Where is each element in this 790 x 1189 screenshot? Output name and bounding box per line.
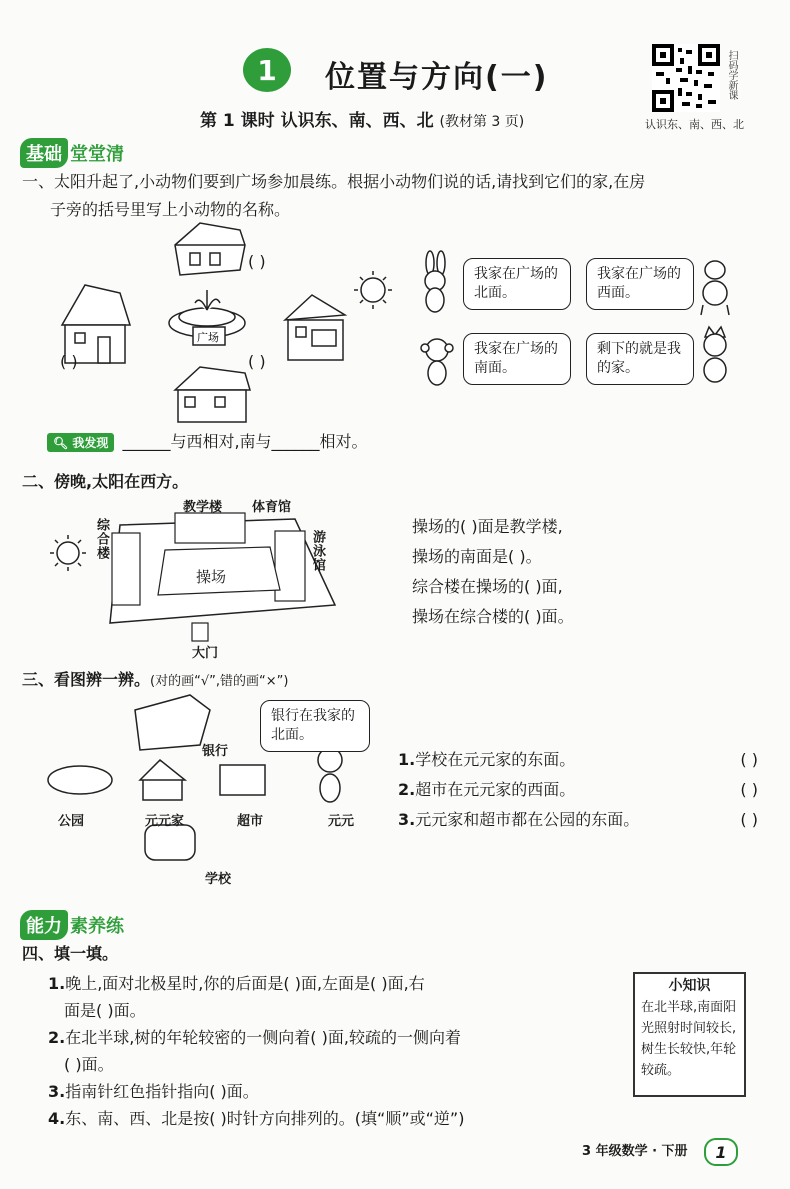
lesson-subtitle	[200, 106, 524, 131]
q3-item-2	[398, 775, 758, 805]
q4-item-4-num: 4.	[48, 1109, 66, 1128]
q3-item-3	[398, 805, 758, 835]
finder-text[interactable]: ______与西相对,南与______相对。	[122, 432, 368, 451]
sun-icon	[354, 271, 392, 309]
q3-item-3-text: 元元家和超市都在公园的东面。	[415, 810, 640, 829]
question-4-title: 四、填一填。	[22, 944, 119, 963]
section-pill-rest: 堂堂清	[70, 144, 124, 165]
q4-item-3-num: 3.	[48, 1082, 66, 1101]
school-label: 学校	[205, 872, 232, 887]
finder-row	[47, 428, 368, 456]
section-pill: 基础	[20, 138, 68, 168]
q3-hint: (对的画“√”,错的画“×”)	[150, 674, 289, 689]
q4-item-4-line1: 东、南、西、北是按( )时针方向排列的。(填“顺”或“逆”)	[65, 1109, 465, 1128]
school-icon	[145, 825, 195, 860]
tip-text: 在北半球,南面阳光照射时间较长,树生长较快,年轮较疏。	[641, 1000, 737, 1078]
q1-line2: 子旁的括号里写上小动物的名称。	[50, 200, 291, 219]
girl-label: 元元	[328, 814, 355, 829]
q4-item-3[interactable]	[48, 1078, 623, 1105]
north-house-answer[interactable]: ( )	[248, 252, 266, 271]
question-2-lines	[412, 512, 574, 632]
rabbit-icon	[425, 251, 445, 312]
q4-item-1-line1: 晚上,面对北极星时,你的后面是( )面,左面是( )面,右	[65, 974, 425, 993]
q3-item-1	[398, 745, 758, 775]
question-4-items	[48, 970, 623, 1132]
park-label: 公园	[58, 814, 85, 829]
dog-speech-bubble: 我家在广场的西面。	[586, 258, 694, 310]
field-label: 操场	[196, 568, 227, 586]
q3-item-2-num: 2.	[398, 780, 416, 799]
section-ability-header	[20, 910, 124, 940]
home-label: 元元家	[145, 814, 185, 829]
q2-line-4[interactable]: 操场在综合楼的( )面。	[412, 607, 574, 626]
q3-item-3-num: 3.	[398, 810, 416, 829]
gate-icon	[192, 623, 208, 641]
gate-label: 大门	[192, 646, 219, 661]
qr-side-text: 扫码学新课	[726, 50, 737, 100]
tip-title: 小知识	[668, 978, 711, 994]
question-3-items	[398, 745, 758, 835]
q4-item-2-line2[interactable]: ( )面。	[64, 1055, 114, 1074]
bank-label: 银行	[202, 744, 229, 759]
north-house-icon	[175, 223, 245, 275]
girl-speech-bubble: 银行在我家的北面。	[260, 700, 370, 752]
market-icon	[220, 765, 265, 795]
market-label: 超市	[237, 814, 264, 829]
qr-code-icon[interactable]	[652, 44, 720, 112]
pool-label: 游泳馆	[310, 530, 325, 572]
monkey-speech-bubble: 我家在广场的南面。	[463, 333, 571, 385]
page-title: 位置与方向(一)	[325, 60, 549, 95]
complex-building-icon	[112, 533, 140, 605]
q3-item-1-text: 学校在元元家的东面。	[415, 750, 576, 769]
qr-caption: 认识东、南、西、北	[645, 118, 744, 131]
teaching-building-label: 教学楼	[183, 500, 223, 515]
knowledge-tip-box	[633, 972, 746, 1097]
lesson-number-badge: 1	[243, 48, 291, 92]
plaza-map-illustration	[50, 215, 390, 435]
monkey-icon	[421, 339, 453, 385]
south-house-icon	[175, 367, 250, 422]
section2-pill-rest: 素养练	[70, 916, 124, 937]
q2-line-1[interactable]: 操场的( )面是教学楼,	[412, 517, 563, 536]
q3-item-3-answer[interactable]: ( )	[740, 810, 758, 829]
q4-item-1-line2[interactable]: 面是( )面。	[64, 1001, 146, 1020]
west-house-answer[interactable]: ( )	[60, 352, 78, 371]
question-2-title: 二、傍晚,太阳在西方。	[22, 472, 189, 491]
q3-item-2-answer[interactable]: ( )	[740, 780, 758, 799]
magnifier-icon: 🔍︎	[53, 435, 69, 450]
page-number: 1	[704, 1138, 738, 1166]
q2-line-2[interactable]: 操场的南面是( )。	[412, 547, 542, 566]
dog-icon	[701, 261, 729, 315]
subtitle-main: 第 1 课时 认识东、南、西、北	[200, 111, 434, 131]
sun-west-icon	[50, 535, 86, 571]
complex-building-label: 综合楼	[94, 518, 109, 560]
q1-line1: 一、太阳升起了,小动物们要到广场参加晨练。根据小动物们说的话,请找到它们的家,在房	[22, 172, 646, 191]
q4-item-2-line1: 在北半球,树的年轮较密的一侧向着( )面,较疏的一侧向着	[65, 1028, 461, 1047]
q4-item-3-line1: 指南针红色指针指向( )面。	[65, 1082, 259, 1101]
q3-title-text: 三、看图辨一辨。	[22, 670, 151, 689]
q4-item-1-num: 1.	[48, 974, 66, 993]
bank-icon	[135, 695, 210, 750]
home-icon	[140, 760, 185, 800]
q4-item-2[interactable]	[48, 1024, 623, 1051]
q3-item-1-num: 1.	[398, 750, 416, 769]
q4-item-4[interactable]	[48, 1105, 623, 1132]
q3-item-2-text: 超市在元元家的西面。	[415, 780, 576, 799]
q4-item-2-num: 2.	[48, 1028, 66, 1047]
east-house-answer[interactable]: ( )	[248, 352, 266, 371]
finder-tag	[47, 433, 114, 452]
teaching-building-icon	[175, 513, 245, 543]
park-icon	[48, 766, 112, 794]
q2-line-3[interactable]: 综合楼在操场的( )面,	[412, 577, 563, 596]
east-house-icon	[285, 295, 345, 360]
finder-tag-label: 我发现	[72, 435, 109, 450]
gym-label: 体育馆	[252, 500, 292, 515]
cat-speech-bubble: 剩下的就是我的家。	[586, 333, 694, 385]
plaza-label: 广场	[197, 331, 219, 344]
q4-item-1[interactable]	[48, 970, 623, 997]
book-footer: 3 年级数学 · 下册	[582, 1144, 688, 1159]
section2-pill: 能力	[20, 910, 68, 940]
rabbit-speech-bubble: 我家在广场的北面。	[463, 258, 571, 310]
section-basic-header	[20, 138, 124, 168]
cat-icon	[704, 327, 726, 382]
q3-item-1-answer[interactable]: ( )	[740, 750, 758, 769]
subtitle-ref: (教材第 3 页)	[439, 114, 525, 130]
